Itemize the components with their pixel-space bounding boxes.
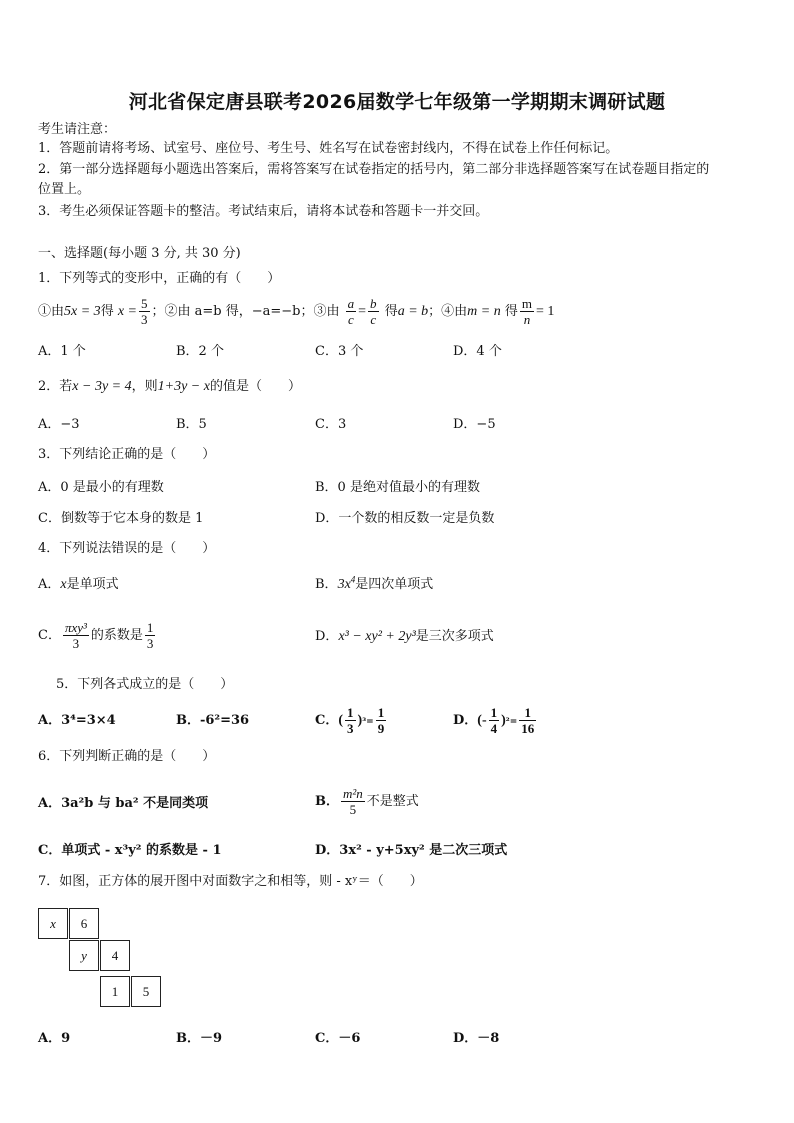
q2-option-b[interactable]: B．5 [176,417,207,432]
q1-eq-3: a = b [397,304,429,319]
notice-item-1: 1．答题前请将考场、试室号、座位号、考生号、姓名写在试卷密封线内，不得在试卷上作任何标记。 [38,141,619,156]
q7-option-a[interactable]: A．9 [38,1031,71,1046]
q4-fraction-coef: $\frac{1}{3}$ [146,620,154,651]
q1-text-4: ；④由 [428,304,468,319]
q4-option-c[interactable]: C． $\frac{\text{πxy³}}{3}$ 的系数是 $\frac{1}{3}$ [38,620,154,651]
page-title: 河北省保定唐县联考2026届数学七年级第一学期期末调研试题 [128,91,666,113]
net-cell-x: x [38,908,68,939]
net-cell-1: 1 [100,976,130,1007]
q5-c-result: $\frac{1}{9}$ [377,705,385,736]
q1-fraction-4: $\frac{m}{n}$ [521,296,533,327]
q5-c-base: $\frac{1}{3}$ [347,705,354,736]
q5-option-b[interactable]: B．-6²=36 [176,713,250,728]
q1-fraction-3: $\frac{b}{c}$ [370,296,377,327]
q1-eq-5: = 1 [536,304,555,319]
q7-stem: 7．如图，正方体的展开图中对面数字之和相等，则 - xʸ＝（ ） [38,874,423,889]
q5-option-d[interactable]: D．(- $\frac{1}{4}$ )²= $\frac{1}{16}$ [453,705,535,736]
q3-option-d[interactable]: D．一个数的相反数一定是负数 [315,511,495,526]
q1-de-2: 得 [504,304,518,319]
net-cell-6: 6 [69,908,99,939]
q1-option-b[interactable]: B．2 个 [176,344,224,359]
q4-option-a[interactable]: A．x是单项式 [38,577,119,592]
notice-item-3: 3．考生必须保证答题卡的整洁。考试结束后，请将本试卷和答题卡一并交回。 [38,204,489,219]
q3-option-b[interactable]: B．0 是绝对值最小的有理数 [315,480,480,495]
q6-option-d[interactable]: D．3x² - y+5xy² 是二次三项式 [315,843,508,858]
q1-content [38,296,554,327]
q4-option-b[interactable]: B．$3x^4$是四次单项式 [315,574,434,592]
q3-stem: 3．下列结论正确的是（ ） [38,447,216,462]
q1-text-2: ；②由 a=b 得，−a=−b；③由 [151,304,340,319]
net-cell-4: 4 [100,940,130,971]
net-cell-5: 5 [131,976,161,1007]
q7-option-b[interactable]: B．－9 [176,1031,223,1046]
q5-option-c[interactable]: C．( $\frac{1}{3}$ )³= $\frac{1}{9}$ [315,705,385,736]
section-heading: 一、选择题(每小题 3 分, 共 30 分) [38,246,241,261]
q1-fraction-1: $\frac{5}{3}$ [141,296,148,327]
q2-expr-2: 1+3y − x [157,379,210,394]
q3-option-c[interactable]: C．倒数等于它本身的数是 1 [38,511,204,526]
q2-option-a[interactable]: A．−3 [38,417,80,432]
q1-option-d[interactable]: D．4 个 [453,344,502,359]
q7-option-d[interactable]: D．－8 [453,1031,500,1046]
q1-lhs: x = [117,304,138,319]
q5-d-result: $\frac{1}{16}$ [521,705,535,736]
q1-equals: = [358,304,367,319]
q2-stem: 2．若x − 3y = 4，则1+3y − x的值是（ ） [38,379,301,394]
q1-eq-1: 5x = 3 [64,304,101,319]
q1-de: 得 [100,304,114,319]
q1-fraction-2: $\frac{a}{c}$ [347,296,355,327]
q4-monomial: $3x^4$ [337,574,356,592]
q6-fraction: $\frac{\text{m²n}}{5}$ [343,786,363,817]
q6-option-b[interactable]: B． $\frac{\text{m²n}}{5}$ 不是整式 [315,786,419,817]
q1-text-1: ①由 [38,304,65,319]
q5-d-base: $\frac{1}{4}$ [490,705,498,736]
q3-option-a[interactable]: A．0 是最小的有理数 [38,480,164,495]
q6-option-a[interactable]: A．3a²b 与 ba² 不是同类项 [38,796,209,811]
q2-option-d[interactable]: D．−5 [453,417,496,432]
q6-stem: 6．下列判断正确的是（ ） [38,749,216,764]
q4-fraction-c: $\frac{\text{πxy³}}{3}$ [64,620,87,651]
q4-polynomial: x³ − xy² + 2y³ [338,629,416,644]
q5-stem: 5．下列各式成立的是（ ） [56,677,234,692]
q2-expr-1: x − 3y = 4 [72,379,132,394]
q5-option-a[interactable]: A．3⁴=3×4 [38,713,116,728]
q1-eq-4: m = n [467,304,501,319]
q7-option-c[interactable]: C．－6 [315,1031,361,1046]
q4-stem: 4．下列说法错误的是（ ） [38,541,216,556]
q4-option-d[interactable]: D．x³ − xy² + 2y³是三次多项式 [315,629,494,644]
q1-text-3: 得 [384,304,398,319]
q1-stem: 1．下列等式的变形中，正确的有（ ） [38,271,281,286]
notice-item-2-cont: 位置上。 [38,182,91,197]
q6-option-c[interactable]: C．单项式 - x³y² 的系数是 - 1 [38,843,222,858]
net-cell-y: y [69,940,99,971]
q1-option-a[interactable]: A．1 个 [38,344,86,359]
q1-option-c[interactable]: C．3 个 [315,344,364,359]
notice-heading: 考生请注意： [38,122,117,137]
q4-var-x: x [60,577,67,592]
q2-option-c[interactable]: C．3 [315,417,347,432]
notice-item-2: 2．第一部分选择题每小题选出答案后，需将答案写在试卷指定的括号内，第二部分非选择题答案写在试卷题目指定的 [38,162,710,177]
